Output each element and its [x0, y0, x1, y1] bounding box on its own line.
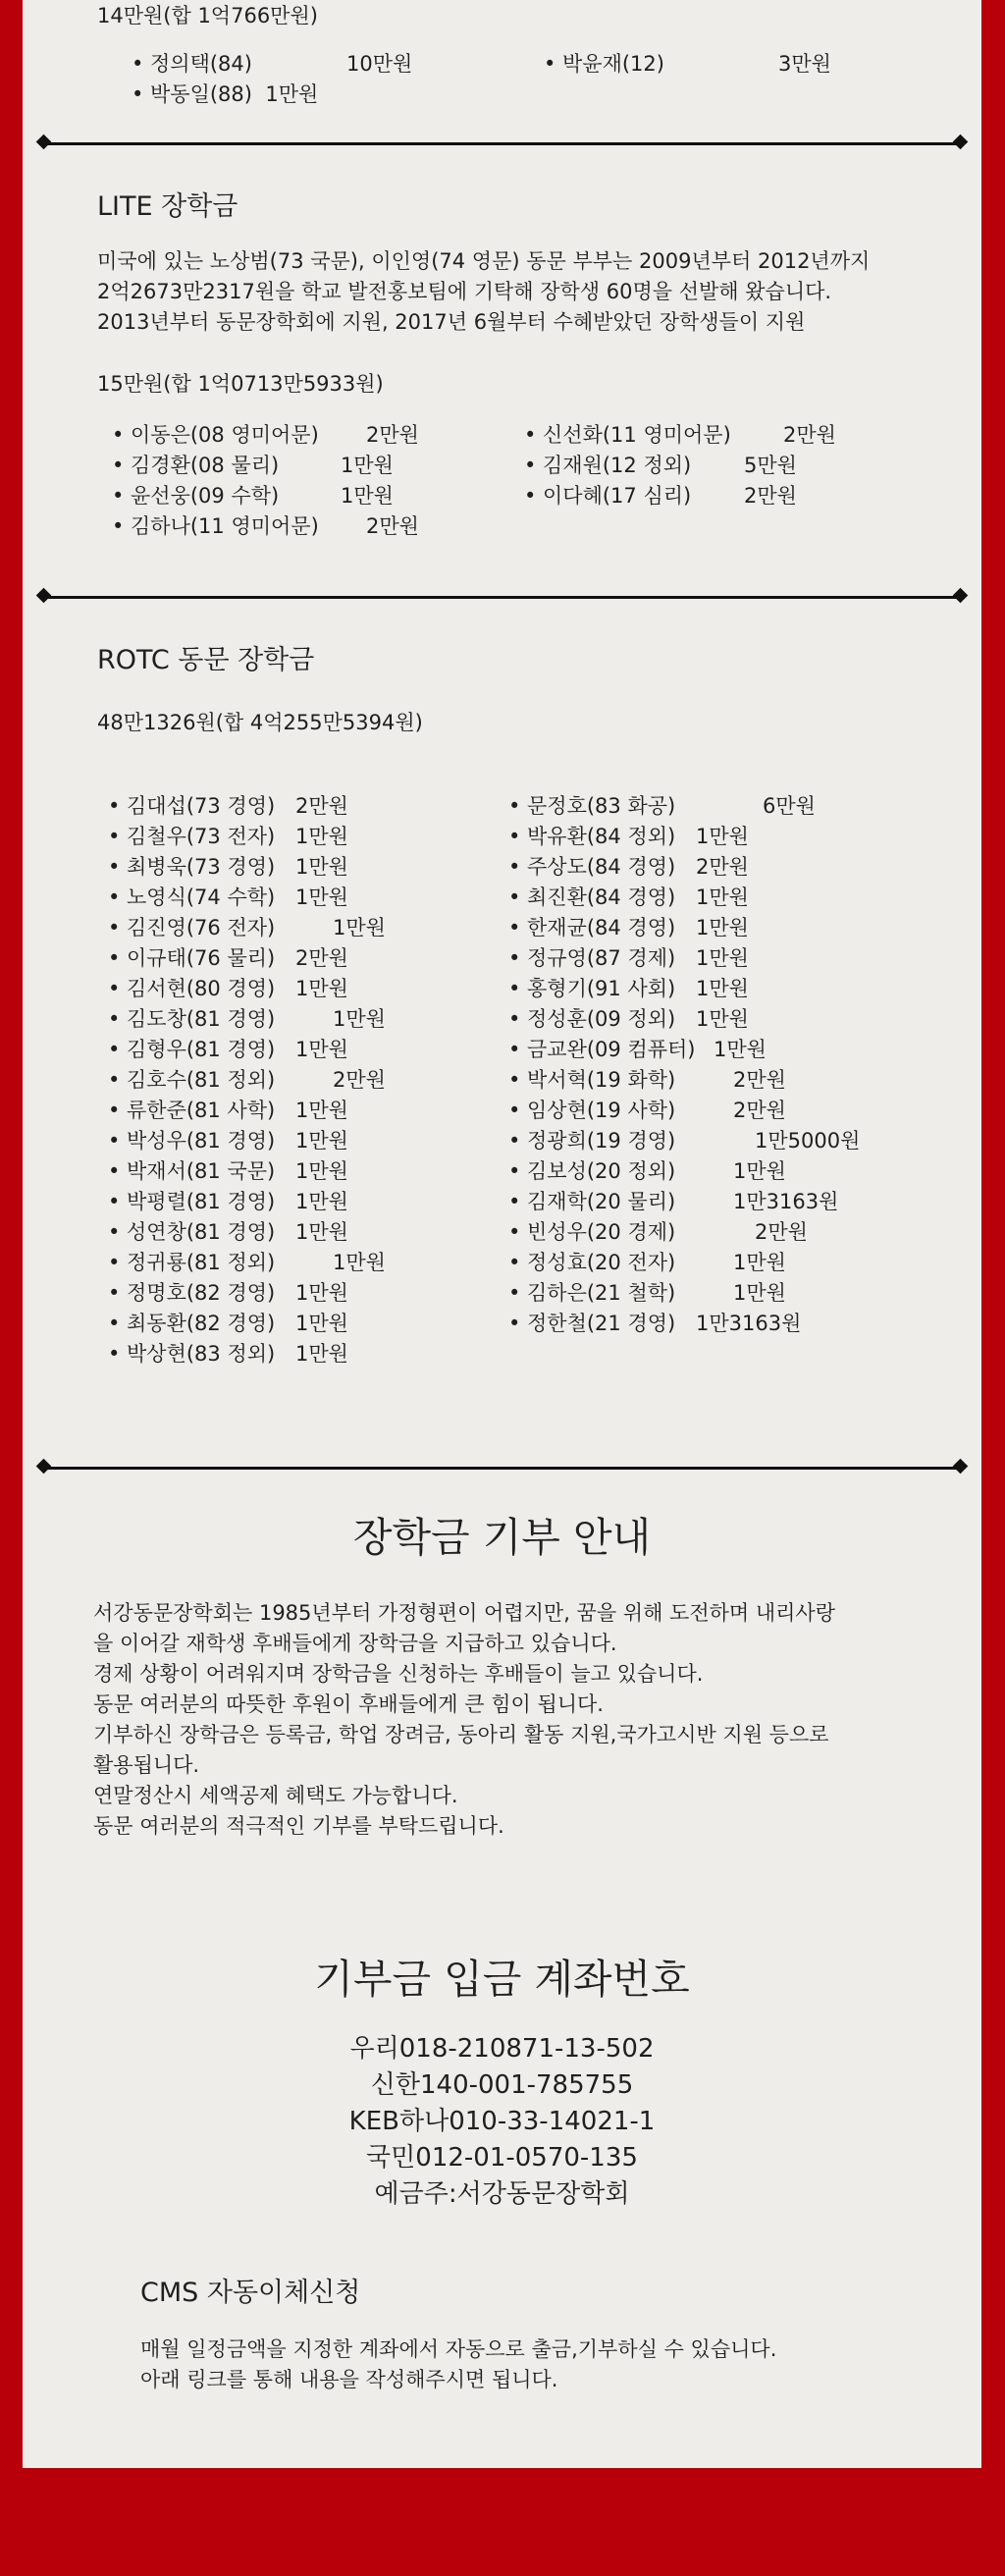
donor-item	[150, 49, 412, 80]
donor-name: 박성우(81 경영)	[127, 1129, 276, 1153]
donor-item	[127, 1004, 386, 1035]
donor-item	[127, 852, 386, 883]
donor-item	[527, 913, 860, 943]
account-line: KEB하나010-33-14021-1	[348, 2107, 656, 2136]
donor-name: 김대섭(73 경영)	[127, 794, 276, 818]
donor-amount: 2만원	[366, 514, 419, 538]
rotc-section-title: ROTC 동문 장학금	[97, 645, 315, 675]
donor-item	[527, 791, 860, 822]
donor-name: 정의택(84)	[150, 52, 252, 76]
donor-amount: 5만원	[744, 454, 797, 477]
donor-item	[543, 451, 836, 481]
donor-name: 김도창(81 경영)	[127, 1007, 276, 1031]
donor-name: 박윤재(12)	[562, 52, 664, 76]
donor-amount: 1만원	[341, 454, 394, 477]
donor-item	[127, 1339, 386, 1369]
donor-list-right	[562, 49, 831, 80]
donor-name: 김보성(20 정외)	[527, 1159, 676, 1183]
cms-description: 매월 일정금액을 지정한 계좌에서 자동으로 출금,기부하실 수 있습니다. 아래 링크를 통해 내용을 작성해주시면 됩니다.	[140, 2337, 777, 2391]
donor-name: 성연창(81 경영)	[127, 1220, 276, 1244]
section-divider	[43, 142, 961, 145]
donor-name: 김서현(80 경영)	[127, 977, 276, 1000]
donor-item	[127, 1248, 386, 1278]
donor-name: 박동일(88)	[150, 82, 252, 106]
section-divider	[43, 1467, 961, 1470]
donor-item	[527, 1126, 860, 1156]
donor-name: 정규영(87 경제)	[527, 946, 676, 970]
content-panel	[23, 0, 981, 2468]
donor-amount: 1만원	[295, 1129, 348, 1153]
donor-item	[131, 420, 419, 451]
donor-amount: 1만3163원	[696, 1312, 802, 1335]
donor-amount: 2만원	[295, 946, 348, 970]
donor-name: 김하은(21 철학)	[527, 1281, 676, 1305]
donor-item	[127, 1278, 386, 1309]
account-line: 신한140-001-785755	[370, 2070, 634, 2100]
donor-item	[527, 1065, 860, 1096]
donor-name: 정성효(20 전자)	[527, 1251, 676, 1274]
donor-list-left	[150, 49, 412, 110]
donor-amount: 1만원	[295, 1099, 348, 1122]
donor-item	[527, 1004, 860, 1035]
donor-item	[527, 1156, 860, 1187]
lite-donor-list-left	[131, 420, 419, 542]
donor-name: 신선화(11 영미어문)	[543, 423, 731, 447]
donor-amount: 1만5000원	[755, 1129, 861, 1153]
donor-name: 박유환(84 정외)	[527, 825, 676, 848]
donor-item	[527, 1035, 860, 1065]
donor-item	[127, 791, 386, 822]
donor-item	[127, 1126, 386, 1156]
donor-name: 금교완(09 컴퓨터)	[527, 1038, 696, 1061]
donor-name: 이동은(08 영미어문)	[131, 423, 319, 447]
donor-item	[527, 1309, 860, 1339]
donor-item	[527, 1187, 860, 1217]
donor-amount: 1만원	[341, 484, 394, 508]
donor-amount: 1만원	[696, 886, 749, 909]
donor-amount: 1만원	[295, 1342, 348, 1366]
donor-amount: 1만원	[295, 1281, 348, 1305]
donor-amount: 2만원	[733, 1099, 786, 1122]
donor-item	[127, 883, 386, 913]
donor-amount: 1만원	[265, 82, 319, 106]
donor-item	[527, 1248, 860, 1278]
donor-amount: 10만원	[346, 52, 413, 76]
donor-item	[127, 1217, 386, 1248]
donor-name: 김하나(11 영미어문)	[131, 514, 319, 538]
donor-amount: 6만원	[763, 794, 816, 818]
donor-amount: 1만원	[295, 1312, 348, 1335]
donor-item	[127, 1187, 386, 1217]
donor-amount: 2만원	[366, 423, 419, 447]
donor-amount: 1만원	[295, 1220, 348, 1244]
donor-amount: 1만원	[333, 1251, 386, 1274]
donor-name: 임상현(19 사학)	[527, 1099, 676, 1122]
account-list	[23, 2031, 981, 2213]
rotc-amount: 48만1326원(합 4억255만5394원)	[97, 711, 423, 734]
account-line: 국민012-01-0570-135	[366, 2143, 638, 2173]
donor-amount: 2만원	[696, 855, 749, 879]
donor-amount: 1만원	[295, 1190, 348, 1213]
donor-item	[562, 49, 831, 80]
section-divider	[43, 596, 961, 599]
donor-item	[127, 1156, 386, 1187]
lite-description: 미국에 있는 노상범(73 국문), 이인영(74 영문) 동문 부부는 2009년부터 2012년까지 2억2673만2317원을 학교 발전홍보팀에 기탁해 장학생 60명을 선발해 왔습니다. 2013년부터 동문장학회에 지원, 2017년 6월부터 수혜받았던 장학생들이 지원	[97, 249, 871, 334]
donor-item	[127, 1065, 386, 1096]
donor-item	[527, 974, 860, 1004]
donor-amount: 1만원	[696, 825, 749, 848]
account-holder: 예금주:서강동문장학회	[374, 2179, 630, 2209]
donor-amount: 1만원	[696, 916, 749, 939]
donor-amount: 1만원	[733, 1281, 786, 1305]
donor-name: 최동환(82 경영)	[127, 1312, 276, 1335]
donor-name: 문정호(83 화공)	[527, 794, 676, 818]
donor-name: 최진환(84 경영)	[527, 886, 676, 909]
donor-amount: 1만원	[733, 1251, 786, 1274]
donor-name: 이규태(76 물리)	[127, 946, 276, 970]
donor-name: 빈성우(20 경제)	[527, 1220, 676, 1244]
donor-item	[127, 822, 386, 852]
lite-amount: 15만원(합 1억0713만5933원)	[97, 372, 384, 396]
donor-amount: 1만원	[696, 946, 749, 970]
donor-amount: 1만원	[295, 886, 348, 909]
donor-amount: 1만원	[333, 1007, 386, 1031]
donor-amount: 1만원	[714, 1038, 767, 1061]
donor-amount: 1만원	[696, 977, 749, 1000]
donor-item	[131, 511, 419, 542]
donor-name: 김진영(76 전자)	[127, 916, 276, 939]
donor-item	[150, 80, 412, 110]
donor-name: 박평렬(81 경영)	[127, 1190, 276, 1213]
donor-amount: 1만원	[295, 1159, 348, 1183]
donor-amount: 2만원	[755, 1220, 808, 1244]
donor-name: 박서혁(19 화학)	[527, 1068, 676, 1092]
rotc-donor-list-left	[127, 791, 386, 1369]
donor-name: 김호수(81 정외)	[127, 1068, 276, 1092]
donor-name: 김재원(12 정외)	[543, 454, 692, 477]
donor-item	[131, 481, 419, 511]
account-title: 기부금 입금 계좌번호	[314, 1956, 690, 2003]
donor-amount: 2만원	[783, 423, 836, 447]
donor-item	[543, 481, 836, 511]
donor-amount: 1만3163원	[733, 1190, 839, 1213]
donor-name: 노영식(74 수학)	[127, 886, 276, 909]
donor-item	[527, 943, 860, 974]
donation-guide-title: 장학금 기부 안내	[352, 1514, 652, 1561]
donor-item	[527, 822, 860, 852]
donor-item	[127, 1309, 386, 1339]
donor-item	[127, 1096, 386, 1126]
donor-item	[527, 1278, 860, 1309]
donor-name: 주상도(84 경영)	[527, 855, 676, 879]
donor-amount: 1만원	[295, 855, 348, 879]
donor-name: 윤선웅(09 수학)	[131, 484, 280, 508]
donor-item	[127, 1035, 386, 1065]
donor-name: 홍형기(91 사회)	[527, 977, 676, 1000]
donor-item	[527, 1217, 860, 1248]
donor-name: 김경환(08 물리)	[131, 454, 280, 477]
donor-name: 이다혜(17 심리)	[543, 484, 692, 508]
donor-amount: 2만원	[295, 794, 348, 818]
donor-name: 류한준(81 사학)	[127, 1099, 276, 1122]
donor-item	[127, 974, 386, 1004]
donor-item	[131, 451, 419, 481]
donor-name: 박상현(83 정외)	[127, 1342, 276, 1366]
donor-item	[127, 913, 386, 943]
donor-amount: 1만원	[333, 916, 386, 939]
donor-amount: 1만원	[696, 1007, 749, 1031]
donor-name: 한재균(84 경영)	[527, 916, 676, 939]
donor-item	[127, 943, 386, 974]
donor-name: 김재학(20 물리)	[527, 1190, 676, 1213]
lite-donor-list-right	[543, 420, 836, 511]
donor-name: 김형우(81 경영)	[127, 1038, 276, 1061]
donation-guide-body: 서강동문장학회는 1985년부터 가정형편이 어렵지만, 꿈을 위해 도전하며 내리사랑 을 이어갈 재학생 후배들에게 장학금을 지급하고 있습니다. 경제 상황이 어려워지며 장학금을 신청하는 후배들이 늘고 있습니다. 동문 여러분의 따뜻한 후원이 후배들에게 큰 힘이 됩니다. 기부하신 장학금은 등록금, 학업 장려금, 동아리 활동 지원,국가고시반 지원 등으로 활용됩니다. 연말정산시 세액공제 혜택도 가능합니다. 동문 여러분의 적극적인 기부를 부탁드립니다.	[93, 1601, 835, 1838]
donor-name: 박재서(81 국문)	[127, 1159, 276, 1183]
donor-name: 최병욱(73 경영)	[127, 855, 276, 879]
donor-name: 정귀룡(81 정외)	[127, 1251, 276, 1274]
donor-amount: 2만원	[744, 484, 797, 508]
donor-name: 정성훈(09 정외)	[527, 1007, 676, 1031]
donor-item	[527, 852, 860, 883]
lite-section-title: LITE 장학금	[97, 191, 238, 222]
rotc-donor-list-right	[527, 791, 860, 1339]
donor-item	[527, 1096, 860, 1126]
donor-name: 정명호(82 경영)	[127, 1281, 276, 1305]
donor-amount: 1만원	[733, 1159, 786, 1183]
donor-name: 정한철(21 경영)	[527, 1312, 676, 1335]
donor-amount: 1만원	[295, 1038, 348, 1061]
cms-title: CMS 자동이체신청	[140, 2278, 361, 2308]
section-amount: 14만원(합 1억766만원)	[97, 4, 318, 27]
account-line: 우리018-210871-13-502	[349, 2034, 655, 2064]
donor-item	[527, 883, 860, 913]
donor-amount: 3만원	[778, 52, 831, 76]
donor-amount: 1만원	[295, 977, 348, 1000]
donor-name: 정광희(19 경영)	[527, 1129, 676, 1153]
donor-amount: 1만원	[295, 825, 348, 848]
donor-amount: 2만원	[333, 1068, 386, 1092]
donor-item	[543, 420, 836, 451]
donor-name: 김철우(73 전자)	[127, 825, 276, 848]
donor-amount: 2만원	[733, 1068, 786, 1092]
